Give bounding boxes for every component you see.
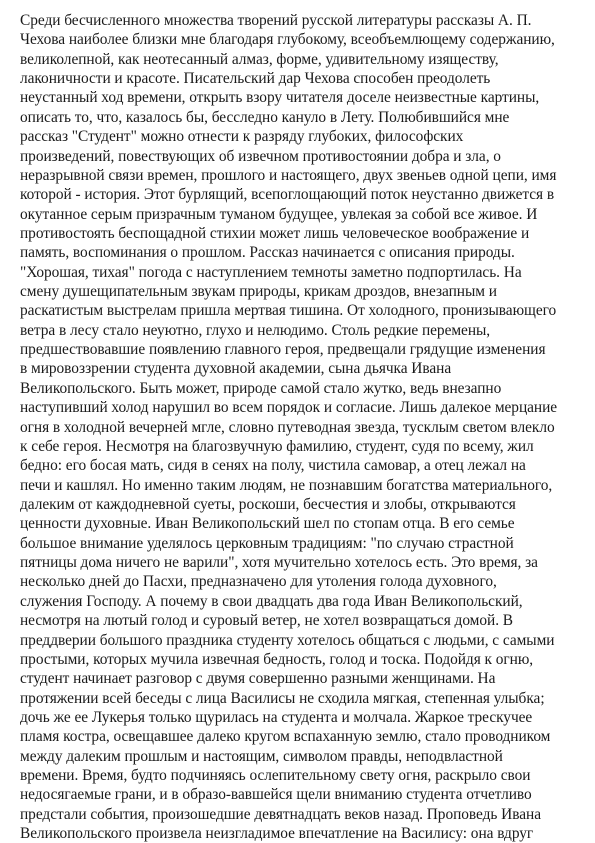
text-line: простыми, которых мучила извечная бедность, голод и тоска. Подойдя к огню,	[20, 650, 534, 668]
text-line: окутанное серым призрачным туманом будущее, увлекая за собой все живое. И	[20, 205, 538, 223]
text-line: несколько дней до Пасхи, предназначено для утоления голода духовного,	[20, 573, 497, 591]
text-line: пламя костра, освещавшее далеко кругом вспаханную землю, стало проводником	[20, 728, 551, 746]
text-line: дочь же ее Лукерья только щурилась на студента и молчала. Жаркое трескучее	[20, 708, 533, 726]
text-line: студент начинает разговор с двумя совершенно разными женщинами. На	[20, 670, 496, 688]
text-line: далеким от каждодневной суеты, роскоши, бесчестия и злобы, открываются	[20, 495, 516, 513]
text-line: недосягаемые грани, и в образо-вавшейся щели вниманию студента отчетливо	[20, 786, 532, 804]
text-line: пятницы дома ничего не варили", хотя мучительно хотелось есть. Это время, за	[20, 554, 538, 572]
text-line: раскатистым выстрелам пришла мертвая тишина. От холодного, пронизывающего	[20, 302, 557, 320]
text-line: большое внимание уделялось церковным традициям: "по случаю страстной	[20, 534, 514, 552]
text-line: лаконичности и красоте. Писательский дар Чехова способен преодолеть	[20, 70, 491, 88]
text-line: память, воспоминания о прошлом. Рассказ начинается с описания природы.	[20, 244, 515, 262]
text-line: предстали события, произошедшие девятнадцать веков назад. Проповедь Ивана	[20, 805, 541, 823]
text-line: ветра в лесу стало неуютно, глухо и нелюдимо. Столь редкие перемены,	[20, 321, 491, 339]
text-line: печи и кашлял. Но именно таким людям, не познавшим богатства материального,	[20, 476, 553, 494]
text-line: произведений, повествующих об извечном противостоянии добра и зла, о	[20, 147, 501, 165]
text-line: несмотря на лютый голод и суровый ветер, не хотел возвращаться домой. В	[20, 612, 513, 630]
text-line: в мировоззрении студента духовной академии, сына дьячка Ивана	[20, 360, 452, 378]
text-line: между далеким прошлым и настоящим, символом правды, неподвластной	[20, 747, 503, 765]
text-line: противостоять беспощадной стихии может лишь человеческое воображение и	[20, 224, 530, 242]
text-line: огня в холодной вечерней мгле, словно путеводная звезда, тусклым светом влекло	[20, 418, 555, 436]
text-line: ценности духовные. Иван Великопольский шел по стопам отца. В его семье	[20, 515, 515, 533]
text-line: предшествовавшие появлению главного героя, предвещали грядущие изменения	[20, 341, 546, 359]
text-line: времени. Время, будто подчиняясь ослепительному свету огня, раскрыло свои	[20, 767, 531, 785]
text-line: наступивший холод нарушил во всем порядок и согласие. Лишь далекое мерцание	[20, 399, 558, 417]
text-line: Великопольского произвела неизгладимое впечатление на Василису: она вдруг	[20, 825, 534, 843]
text-line: протяжении всей беседы с лица Василисы не сходила мягкая, степенная улыбка;	[20, 689, 545, 707]
text-line: "Хорошая, тихая" погода с наступлением темноты заметно подпортилась. На	[20, 263, 522, 281]
text-line: описать то, что, казалось бы, бесследно кануло в Лету. Полюбившийся мне	[20, 108, 510, 126]
text-line: бедно: его босая мать, сидя в сенях на полу, чистила самовар, а отец лежал на	[20, 457, 526, 475]
text-line: смену душещипательным звукам природы, крикам дроздов, внезапным и	[20, 283, 497, 301]
text-line: Чехова наиболее близки мне благодаря глубокому, всеобъемлющему содержанию,	[20, 31, 555, 49]
essay-text	[20, 11, 590, 843]
text-line: великолепной, как неотесанный алмаз, форме, удивительному изяществу,	[20, 50, 499, 68]
text-line: неустанный ход времени, открыть взору читателя доселе неизвестные картины,	[20, 89, 540, 107]
text-line: служения Господу. А почему в свои двадцать два года Иван Великопольский,	[20, 592, 523, 610]
text-line: Великопольского. Быть может, природе самой стало жутко, ведь внезапно	[20, 379, 502, 397]
text-line: Среди бесчисленного множества творений русской литературы рассказы А. П.	[20, 12, 532, 29]
text-line: преддверии большого праздника студенту хотелось общаться с людьми, с самыми	[20, 631, 555, 649]
text-line: которой - история. Этот бурлящий, всепоглощающий поток неустанно движется в	[20, 186, 555, 204]
text-line: рассказ "Студент" можно отнести к разряду глубоких, философских	[20, 128, 464, 146]
text-line: неразрывной связи времен, прошлого и настоящего, двух звеньев одной цепи, имя	[20, 166, 557, 184]
text-line: к себе героя. Несмотря на благозвучную фамилию, студент, судя по всему, жил	[20, 437, 534, 455]
